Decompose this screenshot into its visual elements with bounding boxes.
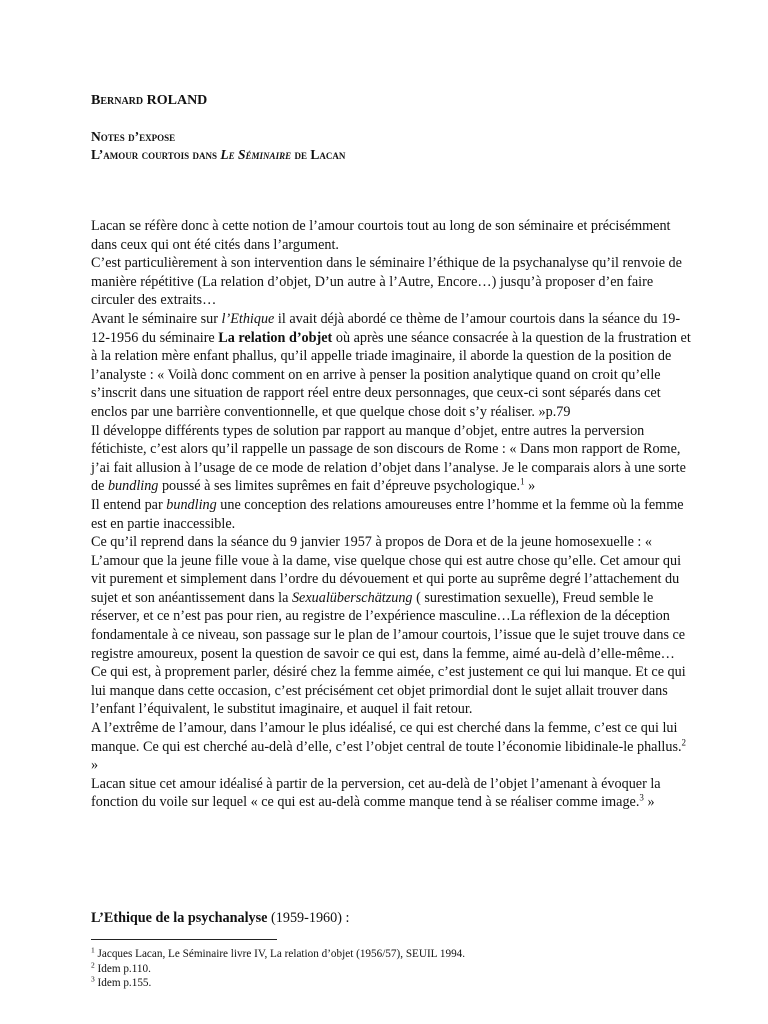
footnote-ref-1[interactable]: 1 bbox=[520, 476, 525, 487]
paragraph-4 bbox=[91, 422, 691, 496]
footnote-number: 2 bbox=[91, 959, 95, 969]
paragraph-5-italic: bundling bbox=[166, 496, 217, 513]
subtitle-line-2-italic: Le Séminaire bbox=[220, 147, 292, 162]
document-header bbox=[91, 92, 691, 164]
paragraph-9 bbox=[91, 775, 691, 812]
footnote-text: Jacques Lacan, Le Séminaire livre IV, La relation d’objet (1956/57), SEUIL 1994. bbox=[94, 948, 466, 960]
paragraph-6-text-b: ( surestimation sexuelle), Freud semble le réserver, et ce n’est pas pour rien, au registre de l’expérience masculine…La réflexion de la déception fondamentale à ce niveau, son passage sur le plan de l’amour courtois, l’issue que le sujet trouve dans ce registre amoureux, posent la question de savoir ce qui est, dans la femme, aimé au-delà d’elle-même… bbox=[91, 589, 686, 662]
paragraph-2: C’est particulièrement à son intervention dans le séminaire l’éthique de la psychanalyse qu’il renvoie de manière répétitive (La relation d’objet, D’un autre à l’Autre, Encore…) jusqu’à proposer d’en faire circuler des extraits… bbox=[91, 255, 682, 309]
footnote-2 bbox=[91, 959, 465, 977]
paragraph-3-text-b: il avait déjà abordé ce thème de l’amour courtois dans la séance du 19-12-1956 du séminaire bbox=[91, 310, 681, 346]
paragraph-1: Lacan se réfère donc à cette notion de l’amour courtois tout au long de son séminaire et précisémment dans ceux qui ont été cités dans l’argument. bbox=[91, 218, 671, 253]
footnote-number: 1 bbox=[91, 945, 95, 955]
author-name: Bernard ROLAND bbox=[91, 93, 208, 108]
footnote-divider bbox=[91, 939, 277, 940]
paragraph-5 bbox=[91, 496, 691, 533]
paragraph-6-italic: Sexualüberschätzung bbox=[291, 589, 413, 606]
footnote-text: Idem p.155. bbox=[94, 977, 152, 989]
paragraph-3-italic: l’Ethique bbox=[221, 310, 275, 327]
footnotes bbox=[91, 947, 465, 991]
paragraph-4-text-b: poussé à ses limites suprêmes en fait d’épreuve psychologique. bbox=[158, 478, 521, 495]
footnote-text: Idem p.110. bbox=[94, 962, 151, 975]
paragraph-4-text-a: Il développe différents types de solution par rapport au manque d’objet, entre autres la perversion fétichiste, c’est alors qu’il rappelle un passage de son discours de Rome : « Dans mon rapport de Rome, j’ai fait allusion à l’usage de ce mode de relation d’objet dans l’analyse. Je le comparais alors à une sorte de bbox=[91, 422, 686, 495]
paragraph-8-text-a: A l’extrême de l’amour, dans l’amour le plus idéalisé, ce qui est cherché dans la femme, c’est ce qui lui manque. Ce qui est cherché au-delà d’elle, c’est l’objet central de toute l’économie libidinale-le phallus. bbox=[91, 720, 682, 755]
document-subtitle bbox=[91, 128, 691, 164]
footnote-1 bbox=[91, 947, 465, 962]
footnote-3 bbox=[91, 976, 465, 991]
paragraph-9-text-a: Lacan situe cet amour idéalisé à partir de la perversion, cet au-delà de l’objet l’amenant à évoquer la fonction du voile sur lequel « ce qui est au-delà comme manque tend à se réaliser comme image. bbox=[91, 775, 661, 811]
paragraph-8-text-b: » bbox=[91, 757, 99, 774]
paragraph-5-text-b: une conception des relations amoureuses entre l’homme et la femme où la femme est en partie inaccessible. bbox=[91, 496, 684, 532]
paragraph-7: Ce qui est, à proprement parler, désiré chez la femme aimée, c’est justement ce qui lui manque. Et ce qui lui manque dans cette occasion, c’est précisément cet objet primordial dont le sujet allait trouver dans l’enfant l’équivalent, le substitut imaginaire, et auquel il fait retour. bbox=[91, 664, 686, 718]
footnote-ref-2[interactable]: 2 bbox=[681, 736, 687, 747]
paragraph-6 bbox=[91, 533, 691, 663]
footnote-ref-3[interactable]: 3 bbox=[639, 792, 644, 803]
paragraph-8 bbox=[91, 719, 691, 775]
paragraph-4-italic: bundling bbox=[107, 478, 159, 495]
paragraph-6-text-a: Ce qu’il reprend dans la séance du 9 janvier 1957 à propos de Dora et de la jeune homosexuelle : « L’amour que la jeune fille voue à la dame, vise quelque chose qui est autre chose qu’elle. Cet amour qui vit purement et simplement dans l’ordre du dévouement et qui porte au suprême degré l’attachement du sujet et son anéantissement dans la bbox=[91, 534, 682, 606]
subtitle-line-2 bbox=[91, 146, 691, 164]
paragraph-4-text-c: » bbox=[524, 478, 536, 495]
subtitle-line-2-end: de Lacan bbox=[291, 147, 346, 162]
paragraph-5-text-a: Il entend par bbox=[91, 496, 167, 513]
section-heading-dates: (1959-1960) : bbox=[267, 910, 350, 926]
section-heading bbox=[91, 909, 349, 927]
paragraph-9-text-b: » bbox=[643, 794, 655, 811]
section-heading-bold: L’Ethique de la psychanalyse bbox=[91, 910, 268, 926]
body-text bbox=[91, 217, 691, 812]
subtitle-line-1: Notes d’expose bbox=[91, 129, 176, 144]
subtitle-line-2-start: L’amour courtois dans bbox=[91, 147, 221, 162]
paragraph-3-text-c: où après une séance consacrée à la question de la frustration et à la relation mère enfant phallus, qu’il appelle triade imaginaire, il aborde la question de la position de l’analyste : « Voilà donc comment on en arrive à penser la position analytique quand on croit qu’elle s’inscrit dans une situation de rapport réel entre deux personnages, que ceux-ci sont séparés dans cet enclos par une barrière conventionnelle, et que quelque chose doit s’y réaliser. »p.79 bbox=[91, 329, 691, 420]
paragraph-3 bbox=[91, 310, 691, 422]
paragraph-3-text-a: Avant le séminaire sur bbox=[91, 310, 222, 327]
paragraph-3-bold: La relation d’objet bbox=[218, 329, 333, 346]
footnote-number: 3 bbox=[91, 974, 95, 984]
